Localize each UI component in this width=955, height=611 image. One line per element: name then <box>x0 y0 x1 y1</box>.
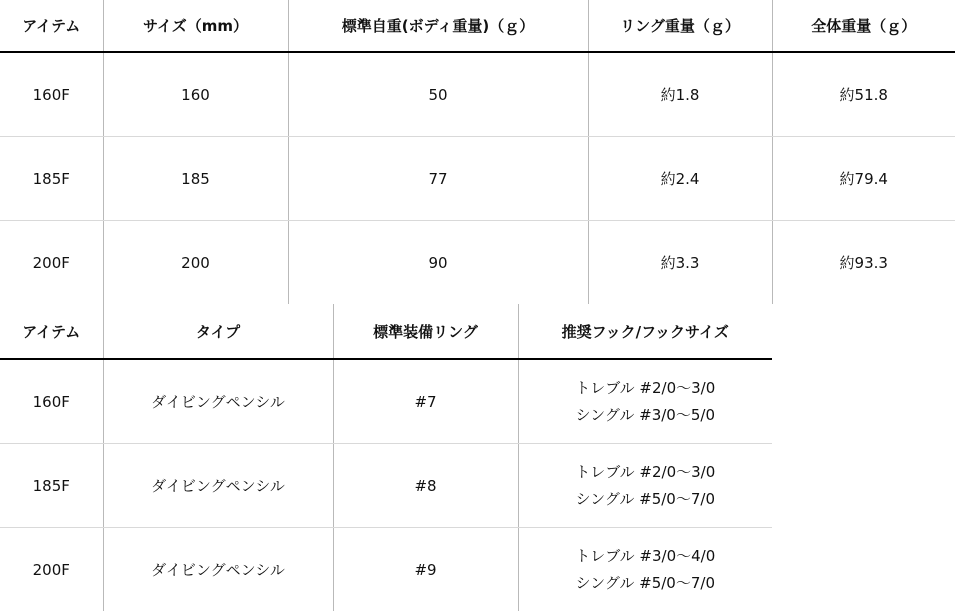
cell-type: ダイビングペンシル <box>103 528 333 611</box>
cell-total-weight: 約51.8 <box>772 52 955 137</box>
column-header-item: アイテム <box>0 304 103 359</box>
column-header-size: サイズ（mm） <box>103 0 288 52</box>
cell-body-weight: 77 <box>288 137 588 221</box>
cell-item: 200F <box>0 221 103 305</box>
column-header-type: タイプ <box>103 304 333 359</box>
column-header-ring-weight: リング重量（ｇ） <box>588 0 772 52</box>
column-header-item: アイテム <box>0 0 103 52</box>
cell-item: 185F <box>0 137 103 221</box>
cell-item: 200F <box>0 528 103 611</box>
cell-recommended-hook: トレブル #2/0〜3/0 シングル #3/0〜5/0 <box>518 359 772 444</box>
cell-size: 185 <box>103 137 288 221</box>
cell-standard-ring: #8 <box>333 444 518 528</box>
cell-type: ダイビングペンシル <box>103 444 333 528</box>
table-row <box>0 359 772 444</box>
cell-type: ダイビングペンシル <box>103 359 333 444</box>
table-header-row <box>0 304 772 359</box>
weight-spec-table <box>0 0 955 304</box>
table-row <box>0 137 955 221</box>
table-row <box>0 444 772 528</box>
cell-recommended-hook: トレブル #3/0〜4/0 シングル #5/0〜7/0 <box>518 528 772 611</box>
table-row <box>0 52 955 137</box>
cell-total-weight: 約79.4 <box>772 137 955 221</box>
table-row <box>0 221 955 305</box>
table-header-row <box>0 0 955 52</box>
column-header-standard-ring: 標準装備リング <box>333 304 518 359</box>
column-header-body-weight: 標準自重(ボディ重量)（ｇ） <box>288 0 588 52</box>
cell-item: 160F <box>0 52 103 137</box>
cell-item: 160F <box>0 359 103 444</box>
cell-recommended-hook: トレブル #2/0〜3/0 シングル #5/0〜7/0 <box>518 444 772 528</box>
cell-body-weight: 90 <box>288 221 588 305</box>
table-row <box>0 528 772 611</box>
column-header-recommended-hook: 推奨フック/フックサイズ <box>518 304 772 359</box>
cell-ring-weight: 約2.4 <box>588 137 772 221</box>
cell-ring-weight: 約3.3 <box>588 221 772 305</box>
cell-standard-ring: #7 <box>333 359 518 444</box>
cell-body-weight: 50 <box>288 52 588 137</box>
cell-item: 185F <box>0 444 103 528</box>
cell-size: 160 <box>103 52 288 137</box>
cell-ring-weight: 約1.8 <box>588 52 772 137</box>
cell-total-weight: 約93.3 <box>772 221 955 305</box>
column-header-total-weight: 全体重量（ｇ） <box>772 0 955 52</box>
hook-spec-table <box>0 304 772 611</box>
cell-size: 200 <box>103 221 288 305</box>
cell-standard-ring: #9 <box>333 528 518 611</box>
